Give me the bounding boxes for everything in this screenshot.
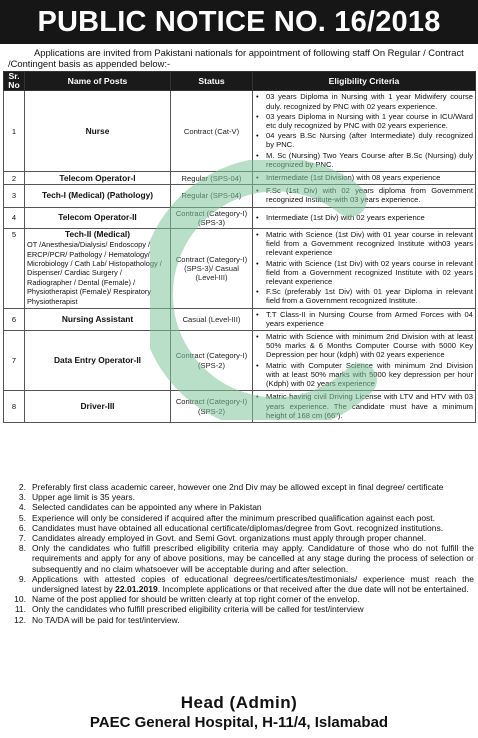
row-criteria xyxy=(253,91,476,172)
row-criteria xyxy=(253,229,476,309)
criteria-item: • Matric having civil Driving License with LTV and HTV with 03 years experience. The candidate must have a minimum height of 168 cm (66"). xyxy=(255,392,473,420)
header-status: Status xyxy=(171,72,253,91)
post-specialities: OT /Anesthesia/Dialysis/ Endoscopy / ERCP/PCR/ Pathology / Hematology/ Microbiology / Cath Lab/ Histopathology / Dispenser/ Cardiac Surgery / Radiographer / Dental (Female) / Physiotherapist (Female)/ Respiratory Physiotherapist xyxy=(27,240,162,306)
row-post: Nursing Assistant xyxy=(25,308,171,330)
criteria-item: • 04 years B.Sc Nursing (after Intermediate) duly recognized by PNC. xyxy=(255,131,473,149)
criteria-item: • Matric with Science (1st Div) with 01 year course in relevant field from a Government recognized Institute with03 years relevant experience xyxy=(255,230,473,258)
criteria-item: • 03 years Diploma in Nursing with 1 year course in ICU/Ward etc duly recognized by PNC with 02 years experience. xyxy=(255,112,473,130)
criteria-item: • F.Sc (1st Div) with 02 years diploma from Government recognized Institute-with 03 years experience. xyxy=(255,186,473,204)
condition-item: 6. Candidates must have obtained all educational certificate/diplomas/degree from Govt. recognized institutions. xyxy=(18,522,444,533)
row-status: Contract (Category-I) (SPS-2) xyxy=(171,391,253,423)
criteria-item: • T.T Class-II in Nursing Course from Armed Forces with 04 years experience xyxy=(255,310,473,328)
condition-item: 10. Name of the post applied for should be written clearly at top right corner of the envelop. xyxy=(14,594,360,605)
row-criteria xyxy=(253,331,476,391)
condition-item: 3. Upper age limit is 35 years. xyxy=(18,492,135,503)
table-row xyxy=(4,331,476,391)
criteria-item: • Intermediate (1st Division) with 08 years experience xyxy=(255,173,473,182)
header-eligibility-criteria: Eligibility Criteria xyxy=(253,72,476,91)
row-post: Telecom Operator-II xyxy=(25,207,171,228)
deadline-date: 22.01.2019 xyxy=(115,584,158,595)
table-row xyxy=(4,391,476,423)
signatory-designation: Head (Admin) xyxy=(180,693,298,712)
row-status: Contract (Category-I) (SPS-3)/ Casual (Level-III) xyxy=(171,229,253,309)
row-sr: 1 xyxy=(4,91,25,172)
row-status: Contract (Cat-V) xyxy=(171,91,253,172)
condition-item: 5. Experience will only be considered if acquired after the minimum prescribed qualification against each post. xyxy=(18,512,436,523)
row-sr: 2 xyxy=(4,172,25,185)
row-criteria xyxy=(253,308,476,330)
table-row xyxy=(4,229,476,309)
header-name-of-posts: Name of Posts xyxy=(25,72,171,91)
criteria-item: • F.Sc (preferably 1st Div) with 01 year Diploma in relevant field from a Government recognized Institute. xyxy=(255,287,473,305)
row-criteria xyxy=(253,391,476,423)
criteria-item: • Intermediate (1st Div) with 02 years experience xyxy=(255,213,473,222)
condition-item: 12. No TA/DA will be paid for test/interview. xyxy=(14,614,180,625)
row-post: Tech-I (Medical) (Pathology) xyxy=(25,185,171,207)
criteria-item: • M. Sc (Nursing) Two Years Course after B.Sc (Nursing) duly recognized by PNC. xyxy=(255,151,473,169)
header-sr-no: Sr. No xyxy=(4,72,25,91)
table-row xyxy=(4,207,476,228)
criteria-item: • Matric with Science with minimum 2nd Division with at least 50% marks & 6 Months Computer Course with 5000 Key Depression per hour (kdph) with 02 years experience xyxy=(255,332,473,360)
notice-title: PUBLIC NOTICE NO. 16/2018 xyxy=(0,0,478,44)
criteria-item: • Matric with Computer Science with minimum 2nd Division with at least 50% marks with 5000 key depression per hour (Kdph) with 02 years experience xyxy=(255,361,473,389)
row-sr: 6 xyxy=(4,308,25,330)
row-post: Nurse xyxy=(25,91,171,172)
table-header-row xyxy=(4,72,476,91)
condition-item: 2. Preferably first class academic career, however one 2nd Div may be allowed except in final degree/ certificate xyxy=(18,482,444,492)
row-status: Casual (Level-III) xyxy=(171,308,253,330)
table-row xyxy=(4,185,476,207)
table-row xyxy=(4,91,476,172)
post-title: Tech-II (Medical) xyxy=(65,229,130,240)
condition-item: 11. Only the candidates who fulfill prescribed eligibility criteria will be called for test/interview xyxy=(14,604,364,615)
row-sr: 8 xyxy=(4,391,25,423)
row-status: Regular (SPS-04) xyxy=(171,172,253,185)
criteria-item: • Matric with Science (1st Div) with 02 years course in relevant field from a Government recognized Institute with 02 years relevant experience xyxy=(255,259,473,287)
row-sr: 7 xyxy=(4,331,25,391)
notice-intro: Applications are invited from Pakistani nationals for appointment of following staff On Regular / Contract /Contingent basis as appended below:- xyxy=(8,47,464,69)
table-row xyxy=(4,308,476,330)
row-criteria xyxy=(253,207,476,228)
criteria-item: • 03 years Diploma in Nursing with 1 year Midwifery course duly. recognized by PNC with 02 years experience. xyxy=(255,92,473,110)
row-status: Regular (SPS-04) xyxy=(171,185,253,207)
row-criteria xyxy=(253,172,476,185)
row-status: Contract (Category-I) (SPS-3) xyxy=(171,207,253,228)
posts-table xyxy=(3,71,476,423)
condition-item: 9. Applications with attested copies of educational degrees/certificates/testimonials/ experience must reach the undersigned latest by 22.01.2019. Incomplete applications or that received after the due date will not be entertained. xyxy=(18,573,474,595)
table-row xyxy=(4,172,476,185)
condition-item: 8. Only the candidates who fulfill prescribed eligibility criteria may apply. Candidature of those who do not fulfill the requirements and apply for any of above positions, may be cancelled at any stage during the process of selection or subsequently and no claim whatsoever will be acceptable during and after selection. xyxy=(18,543,474,574)
row-sr: 4 xyxy=(4,207,25,228)
row-sr: 5 xyxy=(4,229,25,309)
row-post: Data Entry Operator-II xyxy=(25,331,171,391)
row-criteria xyxy=(253,185,476,207)
row-post xyxy=(25,229,171,309)
conditions-list xyxy=(6,482,474,625)
row-status: Contract (Category-I) (SPS-2) xyxy=(171,331,253,391)
signatory-organization: PAEC General Hospital, H-11/4, Islamabad xyxy=(89,714,389,731)
row-post: Telecom Operator-I xyxy=(25,172,171,185)
condition-item: 4. Selected candidates can be appointed any where in Pakistan xyxy=(18,502,262,513)
condition-item: 7. Candidates already employed in Govt. and Semi Govt. organizations must apply through proper channel. xyxy=(18,533,427,544)
row-post: Driver-III xyxy=(25,391,171,423)
row-sr: 3 xyxy=(4,185,25,207)
